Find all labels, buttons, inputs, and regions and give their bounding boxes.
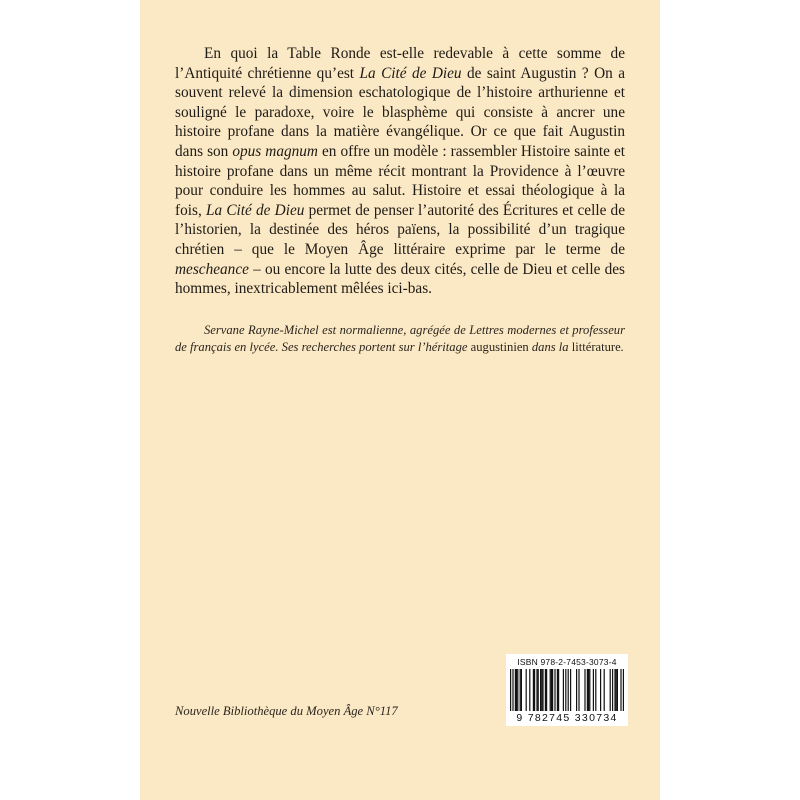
bio-text-5: .	[620, 340, 624, 354]
barcode-bar	[576, 669, 577, 711]
blurb-term: mescheance	[175, 260, 249, 278]
blurb-text-2: de saint Augustin ? On a souvent relevé la dimension eschatologique de l’histoire arthurienne et souligné le paradoxe, voire le blasphème qui consiste à ancrer une histoire profane dans la matière évangélique. Or ce que fait Augustin dans son	[175, 64, 625, 160]
barcode-bar	[589, 669, 590, 711]
barcode-bar	[541, 669, 542, 711]
series-label: Nouvelle Bibliothèque du Moyen Âge N°117	[175, 704, 398, 718]
barcode-bar	[578, 669, 579, 711]
blurb-opus-magnum: opus magnum	[232, 142, 318, 160]
blurb-book-title-2: La Cité de Dieu	[205, 201, 305, 219]
barcode-bar	[554, 669, 555, 711]
barcode-bar	[551, 669, 552, 711]
barcode-bar	[617, 669, 618, 711]
barcode-bar	[550, 669, 551, 711]
barcode-bar	[610, 669, 611, 711]
barcode-bar	[604, 669, 605, 711]
barcode-bar	[588, 669, 589, 711]
blurb-text-4: permet de penser l’autorité des Écritures et celle de l’historien, la destinée des héros païens, la possibilité d’un tragique chrétien – que le Moyen Âge littéraire exprime par le terme de	[175, 201, 625, 258]
barcode-bar	[515, 669, 516, 711]
blurb-paragraph	[175, 44, 625, 299]
barcode-bar	[510, 669, 511, 711]
isbn-label: ISBN 978-2-7453-3073-4	[517, 657, 617, 667]
bio-text-2: augustinien	[470, 340, 529, 354]
blurb-text-1: En quoi la Table Ronde est-elle redevable à cette somme de l’Antiquité chrétienne qu’est	[175, 45, 625, 82]
barcode-bar	[600, 669, 601, 711]
barcode-bar	[533, 669, 534, 711]
barcode-bar	[516, 669, 517, 711]
barcode-bar	[620, 669, 621, 711]
barcode-bar	[512, 669, 513, 711]
barcode-bar	[623, 669, 624, 711]
barcode-bar	[612, 669, 613, 711]
barcode-bar	[565, 669, 566, 711]
barcode-bar	[587, 669, 588, 711]
ean-number: 9 782745 330734	[516, 712, 618, 724]
barcode-bar	[593, 669, 594, 711]
barcode-bar	[520, 669, 521, 711]
barcode-bar	[558, 669, 559, 711]
barcode-icon	[510, 669, 624, 711]
barcode-bar	[526, 669, 527, 711]
barcode-bar	[521, 669, 522, 711]
barcode-bar	[557, 669, 558, 711]
barcode-block	[506, 654, 628, 726]
barcode-bar	[546, 669, 547, 711]
barcode-bar	[584, 669, 585, 711]
barcode-bar	[529, 669, 530, 711]
blurb-text-5: – ou encore la lutte des deux cités, celle de Dieu et celle des hommes, inextricablement mêlées ici-bas.	[175, 260, 625, 298]
barcode-bar	[595, 669, 596, 711]
barcode-bar	[563, 669, 564, 711]
bio-text-4: littérature	[571, 340, 621, 354]
barcode-bar	[614, 669, 615, 711]
barcode-bar	[517, 669, 518, 711]
barcode-bar	[542, 669, 543, 711]
barcode-bar	[568, 669, 569, 711]
bio-text-1: Servane Rayne-Michel est normalienne, agrégée de Lettres modernes et professeur de français en lycée. Ses recherches portent sur l’héritage	[175, 323, 625, 354]
barcode-bar	[570, 669, 571, 711]
barcode-bar	[540, 669, 541, 711]
author-bio	[175, 322, 625, 356]
barcode-bar	[552, 669, 553, 711]
bio-text-3: dans la	[528, 340, 572, 354]
barcode-bar	[538, 669, 539, 711]
barcode-bar	[545, 669, 546, 711]
barcode-bar	[616, 669, 617, 711]
barcode-bar	[534, 669, 535, 711]
blurb-book-title: La Cité de Dieu	[359, 64, 462, 82]
barcode-bar	[536, 669, 537, 711]
blurb-text-3: en offre un modèle : rassembler Histoire sainte et histoire profane dans un même récit montrant la Providence à l’œuvre pour conduire les hommes au salut. Histoire et essai théologique à la fois,	[175, 142, 625, 219]
